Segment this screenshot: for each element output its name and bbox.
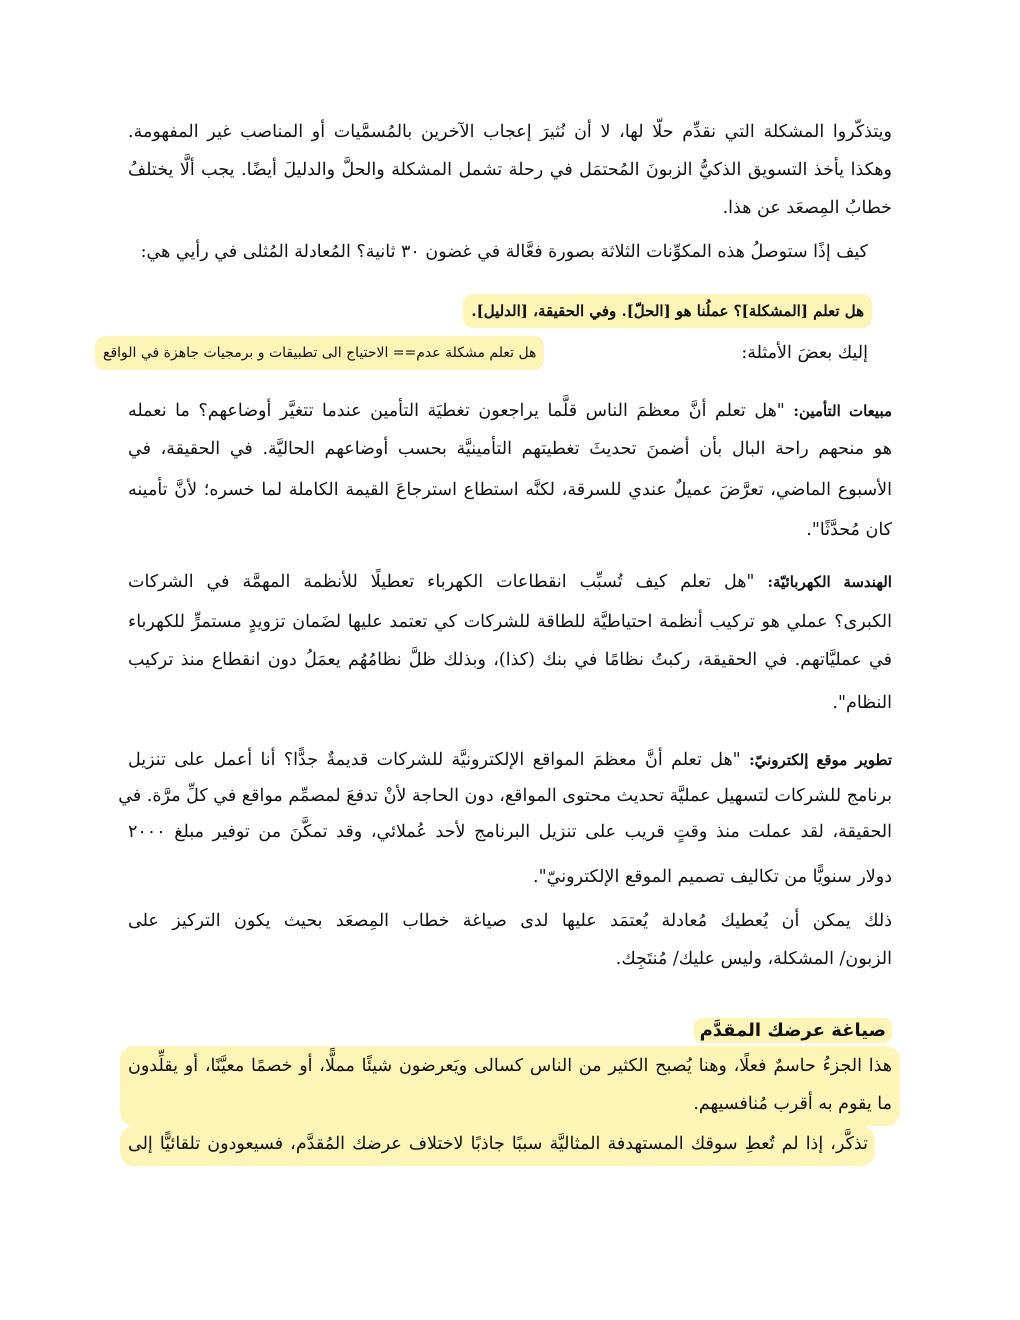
text-span: "هل تعلم كيف تُسبِّب انقطاعات الكهرباء تعطيلًا للأنظمة المهمَّة في الشركات [128, 572, 755, 592]
example-label: مبيعات التأمين: [793, 402, 893, 420]
text-span: "هل تعلم أنَّ معظمَ المواقع الإلكترونيَّة للشركات قديمةٌ جدًّا؟ أنا أعمل على تنزيل [128, 750, 741, 770]
text-span: "هل تعلم أنَّ معظمَ الناس قلَّما يراجعون تغطيَة التأمين عندما تتغيَّر أوضاعهم؟ ما نعمله [128, 401, 785, 421]
text-line: الأسبوع الماضي، تعرَّضَ عميلٌ عندي للسرقة، لكنَّه استطاع استرجاعَ القيمة الكاملة لما خسره؛ لأنَّ تأمينه [128, 480, 892, 500]
text-line: الزبون/ المشكلة، وليس عليك/ مُنتَجِك. [615, 949, 892, 969]
text-line: النظام". [832, 693, 892, 713]
text-line [128, 396, 892, 426]
text-line [128, 567, 892, 597]
text-line: دولار سنويًّا من تكاليف تصميم الموقع الإلكترونيّ". [533, 867, 892, 887]
text-line: في عمليَّاتهم. في الحقيقة، ركبتُ نظامًا في بنك (كذا)، وبذلك ظلَّ نظامُهُم يعمَلُ دون انقطاع منذ تركيب [128, 650, 892, 670]
example-label: تطوير موقع إلكترونيّ: [749, 751, 893, 769]
examples-intro: إليك بعضَ الأمثلة: [741, 343, 868, 363]
text-line: الحقيقة، لقد عملت منذ وقتٍ قريب على تنزيل البرنامج لأحد عُملائي، وقد تمكَّنَ من توفير مبلغ ٢٠٠٠ [128, 822, 892, 842]
text-line: ويتذكّروا المشكلة التي نقدِّم حلّا لها، لا أن نُثيرَ إعجاب الآخرين بالمُسمَّيات أو المناصب غير المفهومة. [128, 122, 892, 142]
text-line: كان مُحدَّثًا". [806, 520, 892, 540]
text-line [128, 745, 892, 775]
text-line: وهكذا يأخذ التسويق الذكيُّ الزبونَ المُحتمَل في رحلة تشمل المشكلة والحلَّ والدليلَ أيضًا. يجب ألَّا يختلفُ [128, 160, 892, 180]
question-line: كيف إذًا ستوصلُ هذه المكوِّنات الثلاثة بصورة فعَّالة في غضون ٣٠ ثانية؟ المُعادلة المُثلى في رأيي هي: [140, 242, 868, 262]
text-line: هذا الجزءُ حاسمٌ فعلًا، وهنا يُصبح الكثير من الناس كسالى ويَعرضون شيئًا مملًّا، أو خصمًا معيَّنًا، أو يقلِّدون [128, 1056, 892, 1076]
annotation-highlight: هل تعلم مشكلة عدم== الاحتياج الى تطبيقات و برمجيات جاهزة في الواقع [95, 336, 544, 370]
text-line: هو منحهم راحة البال بأن أضمنَ تحديثَ تغطيتهم التأمينيَّة بحسب أوضاعهم الحاليَّة. في الحقيقة، في [128, 439, 892, 459]
formula-highlight: هل تعلم [المشكلة]؟ عملُنا هو [الحلّ]. وفي الحقيقة، [الدليل]. [463, 294, 872, 328]
example-label: الهندسة الكهربائيّة: [767, 573, 892, 591]
text-line: ما يقوم به أقرب مُنافسيهم. [693, 1094, 892, 1114]
text-line: خطابُ المِصعَد عن هذا. [722, 198, 892, 218]
section-heading: صياغة عرضك المقدَّم [694, 1018, 892, 1043]
text-line: الكبرى؟ عملي هو تركيب أنظمة احتياطيَّة للطاقة للشركات كي تعتمد عليها لضَمان تزويدٍ مستمرٍّ للكهرباء [128, 612, 892, 632]
text-line: ذلك يمكن أن يُعطيك مُعادلة يُعتمَد عليها لدى صياغة خطاب المِصعَد بحيث يكون التركيز على [128, 911, 892, 931]
text-line: برنامج للشركات لتسهيل عمليَّة تحديث محتوى المواقع، دون الحاجة لأنْ تدفعَ لمصمِّم مواقع في كلِّ مرَّة. في [118, 786, 892, 806]
text-line: تذكَّر، إذا لم تُعطِ سوقك المستهدفة المثاليَّة سببًا جاذبًا لاختلاف عرضك المُقدَّم، فسيعودون تلقائيًّا إلى [128, 1134, 868, 1154]
